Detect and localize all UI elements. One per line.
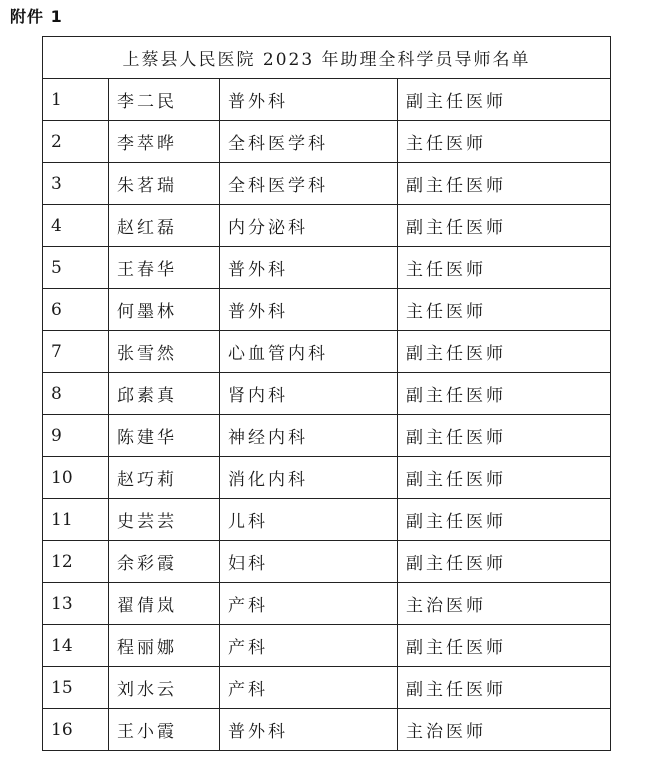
department: 儿科 [220, 499, 398, 541]
row-number: 10 [43, 457, 109, 499]
department: 普外科 [220, 289, 398, 331]
row-number: 8 [43, 373, 109, 415]
row-number: 14 [43, 625, 109, 667]
department: 普外科 [220, 79, 398, 121]
department: 产科 [220, 625, 398, 667]
table-row [43, 583, 611, 625]
department: 普外科 [220, 247, 398, 289]
table-row [43, 457, 611, 499]
job-title: 副主任医师 [398, 373, 611, 415]
mentor-name: 赵红磊 [109, 205, 220, 247]
row-number: 4 [43, 205, 109, 247]
row-number: 13 [43, 583, 109, 625]
table-row [43, 499, 611, 541]
job-title: 副主任医师 [398, 541, 611, 583]
job-title: 副主任医师 [398, 457, 611, 499]
table-row [43, 625, 611, 667]
table-title: 上蔡县人民医院 2023 年助理全科学员导师名单 [43, 37, 611, 79]
mentor-name: 李二民 [109, 79, 220, 121]
table-body [43, 79, 611, 751]
attachment-label: 附件 1 [10, 7, 63, 26]
department: 产科 [220, 583, 398, 625]
job-title: 主治医师 [398, 709, 611, 751]
table-row [43, 205, 611, 247]
row-number: 12 [43, 541, 109, 583]
table-row [43, 415, 611, 457]
mentor-name: 张雪然 [109, 331, 220, 373]
job-title: 副主任医师 [398, 79, 611, 121]
mentor-name: 何墨林 [109, 289, 220, 331]
department: 产科 [220, 667, 398, 709]
job-title: 副主任医师 [398, 205, 611, 247]
table-row [43, 667, 611, 709]
department: 全科医学科 [220, 121, 398, 163]
job-title: 副主任医师 [398, 415, 611, 457]
row-number: 15 [43, 667, 109, 709]
job-title: 主治医师 [398, 583, 611, 625]
mentor-name: 李萃晔 [109, 121, 220, 163]
job-title: 副主任医师 [398, 163, 611, 205]
department: 心血管内科 [220, 331, 398, 373]
table-row [43, 163, 611, 205]
table-row [43, 541, 611, 583]
department: 妇科 [220, 541, 398, 583]
mentor-name: 刘水云 [109, 667, 220, 709]
department: 消化内科 [220, 457, 398, 499]
row-number: 9 [43, 415, 109, 457]
mentor-name: 朱茗瑞 [109, 163, 220, 205]
mentor-table [42, 36, 611, 751]
department: 普外科 [220, 709, 398, 751]
job-title: 副主任医师 [398, 331, 611, 373]
department: 全科医学科 [220, 163, 398, 205]
job-title: 副主任医师 [398, 499, 611, 541]
job-title: 副主任医师 [398, 667, 611, 709]
row-number: 3 [43, 163, 109, 205]
mentor-name: 史芸芸 [109, 499, 220, 541]
mentor-name: 王小霞 [109, 709, 220, 751]
row-number: 16 [43, 709, 109, 751]
mentor-name: 翟倩岚 [109, 583, 220, 625]
mentor-name: 余彩霞 [109, 541, 220, 583]
table-row [43, 247, 611, 289]
mentor-name: 赵巧莉 [109, 457, 220, 499]
row-number: 5 [43, 247, 109, 289]
job-title: 副主任医师 [398, 625, 611, 667]
table-row [43, 289, 611, 331]
mentor-name: 邱素真 [109, 373, 220, 415]
mentor-name: 王春华 [109, 247, 220, 289]
table-title-row [43, 37, 611, 79]
department: 内分泌科 [220, 205, 398, 247]
mentor-name: 陈建华 [109, 415, 220, 457]
job-title: 主任医师 [398, 121, 611, 163]
row-number: 7 [43, 331, 109, 373]
table-row [43, 331, 611, 373]
department: 神经内科 [220, 415, 398, 457]
job-title: 主任医师 [398, 289, 611, 331]
table-row [43, 121, 611, 163]
row-number: 2 [43, 121, 109, 163]
table-row [43, 709, 611, 751]
job-title: 主任医师 [398, 247, 611, 289]
row-number: 11 [43, 499, 109, 541]
department: 肾内科 [220, 373, 398, 415]
row-number: 1 [43, 79, 109, 121]
mentor-name: 程丽娜 [109, 625, 220, 667]
table-row [43, 79, 611, 121]
row-number: 6 [43, 289, 109, 331]
table-row [43, 373, 611, 415]
